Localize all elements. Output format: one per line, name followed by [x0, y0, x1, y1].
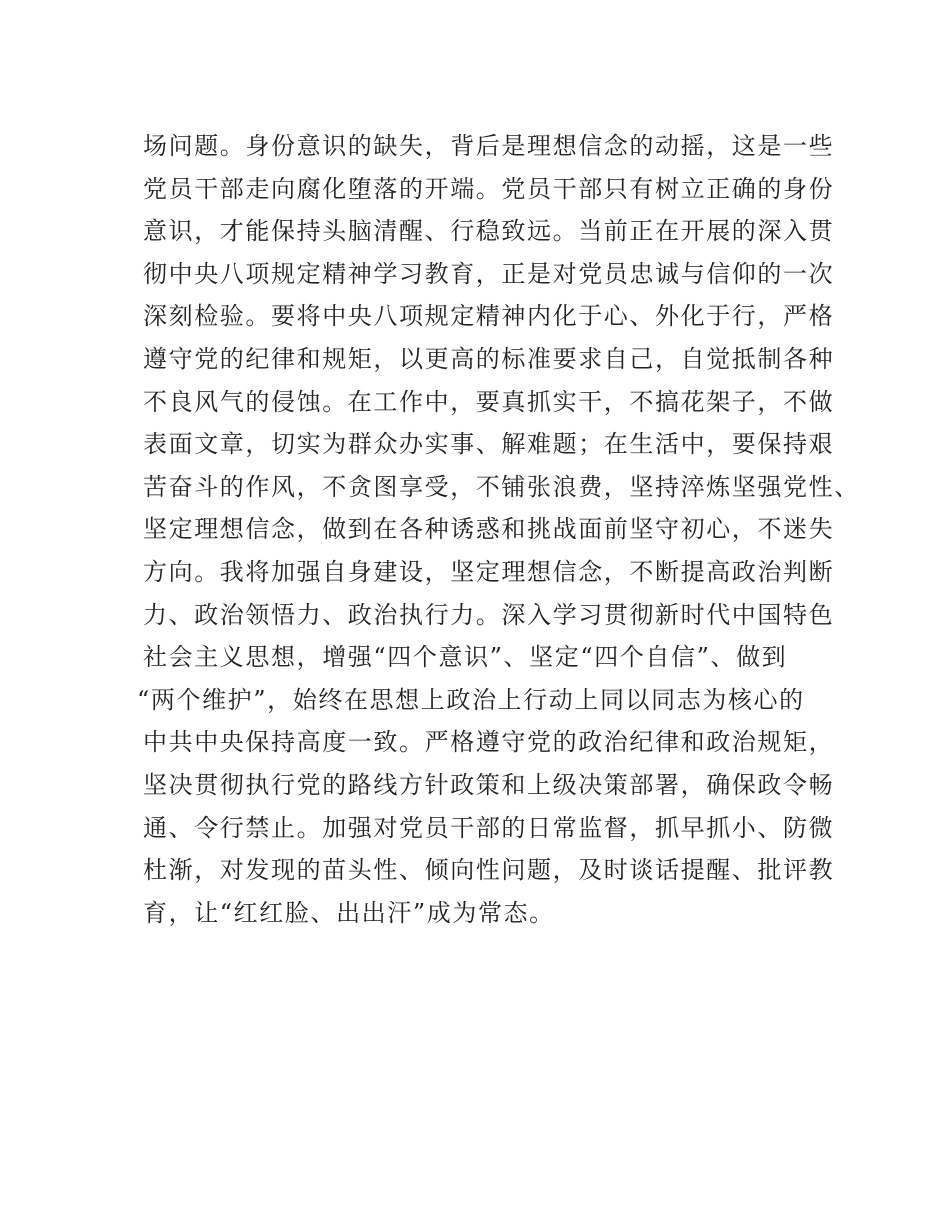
text-line: 彻中央八项规定精神学习教育，正是对党员忠诚与信仰的一次	[143, 259, 835, 288]
text-line: 不良风气的侵蚀。在工作中，要真抓实干，不搞花架子，不做	[143, 387, 835, 416]
text-line: 坚定理想信念，做到在各种诱惑和挑战面前坚守初心，不迷失	[143, 515, 835, 544]
text-line: 深刻检验。要将中央八项规定精神内化于心、外化于行，严格	[143, 302, 835, 331]
text-line: 力、政治领悟力、政治执行力。深入学习贯彻新时代中国特色	[143, 600, 835, 629]
text-line: 场问题。身份意识的缺失，背后是理想信念的动摇，这是一些	[143, 132, 835, 160]
text-line: 杜渐，对发现的苗头性、倾向性问题，及时谈话提醒、批评教	[143, 856, 835, 885]
text-line: 坚决贯彻执行党的路线方针政策和上级决策部署，确保政令畅	[143, 770, 835, 799]
text-line: “两个维护”，始终在思想上政治上行动上同以同志为核心的	[137, 685, 805, 714]
text-line: 遵守党的纪律和规矩，以更高的标准要求自己，自觉抵制各种	[143, 344, 835, 373]
text-line: 中共中央保持高度一致。严格遵守党的政治纪律和政治规矩，	[143, 728, 835, 757]
document-body	[137, 125, 860, 934]
text-line: 通、令行禁止。加强对党员干部的日常监督，抓早抓小、防微	[143, 813, 835, 842]
text-line: 党员干部走向腐化堕落的开端。党员干部只有树立正确的身份	[143, 174, 835, 203]
text-line: 表面文章，切实为群众办实事、解难题；在生活中，要保持艰	[143, 430, 835, 459]
text-line: 育，让“红红脸、出出汗”成为常态。	[143, 898, 555, 927]
text-line: 苦奋斗的作风，不贪图享受，不铺张浪费，坚持淬炼坚强党性、	[143, 472, 860, 501]
text-line: 方向。我将加强自身建设，坚定理想信念，不断提高政治判断	[143, 557, 835, 586]
text-line: 社会主义思想，增强“四个意识”、坚定“四个自信”、做到	[143, 643, 788, 672]
text-line: 意识，才能保持头脑清醒、行稳致远。当前正在开展的深入贯	[143, 217, 835, 246]
